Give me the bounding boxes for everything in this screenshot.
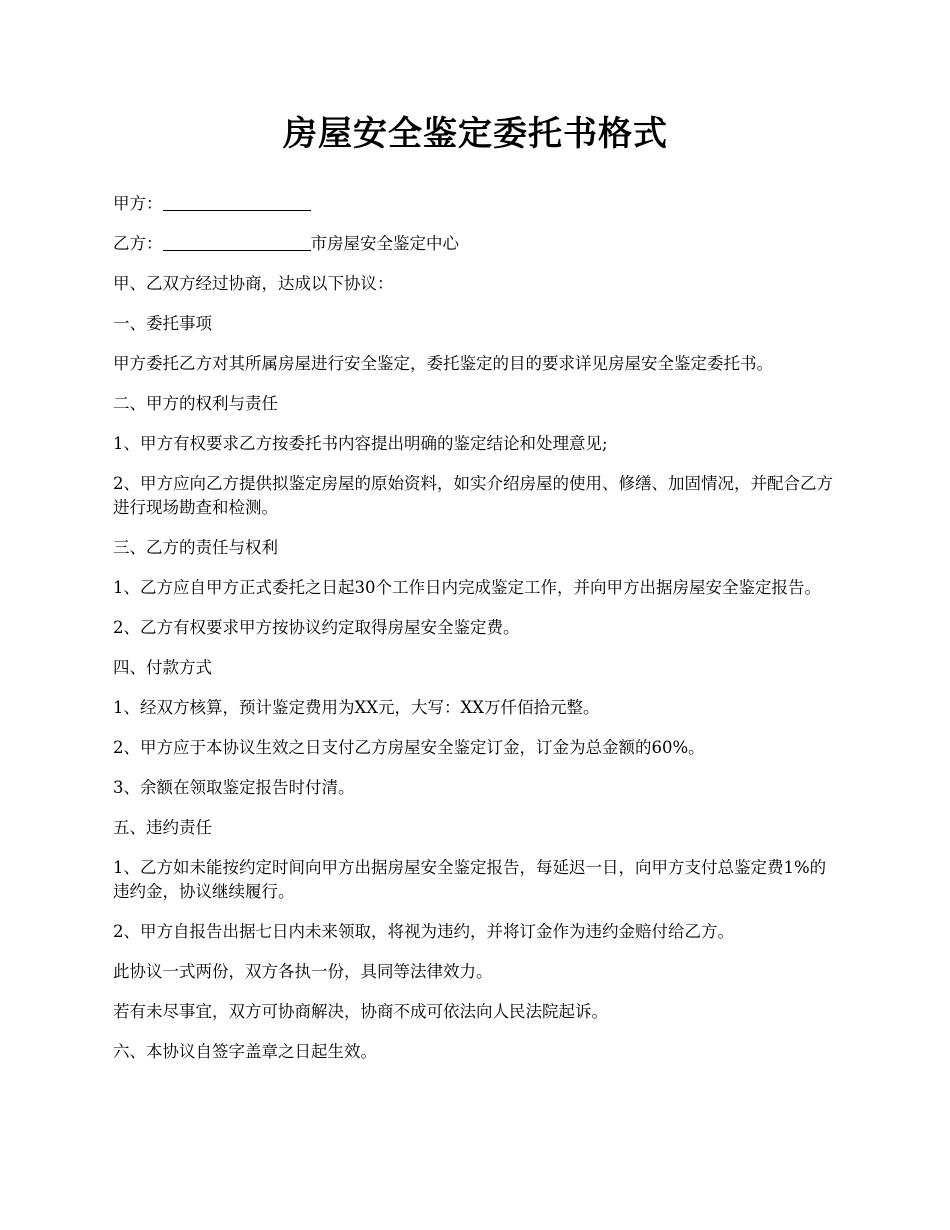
section-5-item-2: 2、甲方自报告出据七日内未来领取，将视为违约，并将订金作为违约金赔付给乙方。 [113,922,734,941]
section-heading-2: 二、甲方的权利与责任 [113,394,278,413]
party-a-label: 甲方： [113,194,163,213]
document-title: 房屋安全鉴定委托书格式 [283,114,668,154]
section-5-item-1: 1、乙方如未能按约定时间向甲方出据房屋安全鉴定报告，每延迟一日，向甲方支付总鉴定费1%的违约金，协议继续履行。 [113,858,827,901]
section-heading-4: 四、付款方式 [113,658,212,677]
section-4-item-3: 3、余额在领取鉴定报告时付清。 [113,778,355,797]
section-3-item-2: 2、乙方有权要求甲方按协议约定取得房屋安全鉴定费。 [113,618,520,637]
section-heading-3: 三、乙方的责任与权利 [113,538,278,557]
section-3-item-1: 1、乙方应自甲方正式委托之日起30个工作日内完成鉴定工作，并向甲方出据房屋安全鉴定报告。 [113,578,821,597]
party-b-label: 乙方： [113,234,163,253]
section-2-item-1: 1、甲方有权要求乙方按委托书内容提出明确的鉴定结论和处理意见; [113,434,608,453]
section-1-text: 甲方委托乙方对其所属房屋进行安全鉴定，委托鉴定的目的要求详见房屋安全鉴定委托书。 [113,354,773,373]
party-b-blank [163,232,311,251]
section-heading-1: 一、委托事项 [113,314,212,333]
party-b-suffix: 市房屋安全鉴定中心 [310,234,459,253]
section-heading-5: 五、违约责任 [113,818,212,837]
section-heading-6: 六、本协议自签字盖章之日起生效。 [113,1042,377,1061]
party-a-line [113,192,838,216]
party-b-line [113,232,838,256]
section-2-item-2: 2、甲方应向乙方提供拟鉴定房屋的原始资料，如实介绍房屋的使用、修缮、加固情况，并配合乙方进行现场勘查和检测。 [113,474,833,517]
party-a-blank [163,192,311,211]
copies-clause: 此协议一式两份，双方各执一份，具同等法律效力。 [113,962,493,981]
dispute-clause: 若有未尽事宜，双方可协商解决，协商不成可依法向人民法院起诉。 [113,1002,608,1021]
agreement-intro: 甲、乙双方经过协商，达成以下协议： [113,274,394,293]
section-4-item-2: 2、甲方应于本协议生效之日支付乙方房屋安全鉴定订金，订金为总金额的60%。 [113,738,705,757]
section-4-item-1: 1、经双方核算，预计鉴定费用为XX元，大写：XX万仟佰拾元整。 [113,698,600,717]
